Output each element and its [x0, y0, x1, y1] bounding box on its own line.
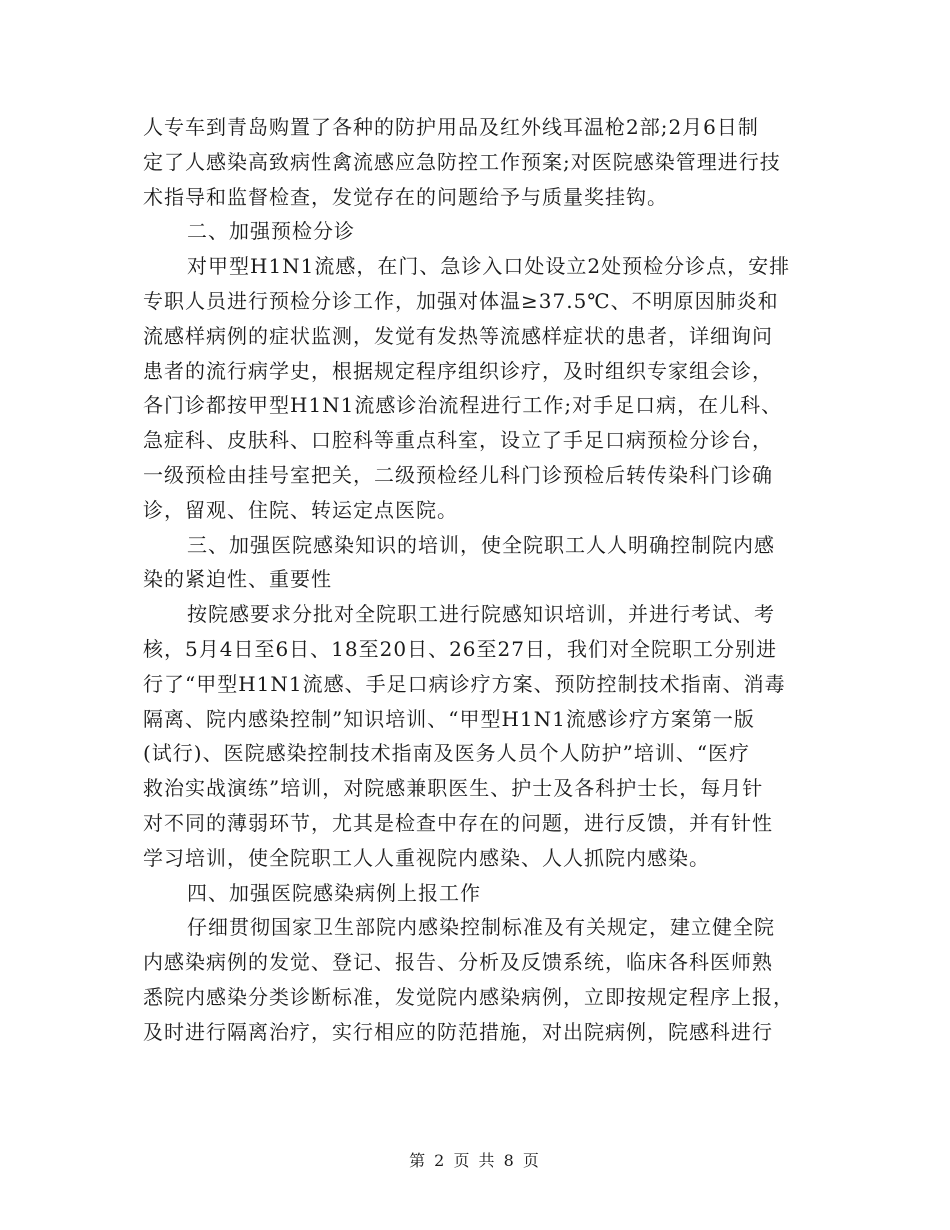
- text-line: 及时进行隔离治疗，实行相应的防范措施，对出院病例，院感科进行: [143, 1019, 773, 1044]
- text-line: 按院感要求分批对全院职工进行院感知识培训，并进行考试、考: [187, 602, 775, 627]
- text-line: 术指导和监督检查，发觉存在的问题给予与质量奖挂钩。: [143, 184, 668, 209]
- text-line: 救治实战演练”培训，对院感兼职医生、护士及各科护士长，每月针: [143, 776, 764, 801]
- text-line: 人专车到青岛购置了各种的防护用品及红外线耳温枪2部;2月6日制: [143, 115, 759, 139]
- text-line: 核，5月4日至6日、18至20日、26至27日，我们对全院职工分别进: [143, 636, 777, 661]
- text-line: 急症科、皮肤科、口腔科等重点科室，设立了手足口病预检分诊台，: [143, 428, 773, 453]
- text-line: 专职人员进行预检分诊工作，加强对体温≥37.5℃、不明原因肺炎和: [143, 288, 779, 313]
- document-body: [143, 110, 813, 1050]
- text-line: 患者的流行病学史，根据规定程序组织诊疗，及时组织专家组会诊，: [143, 358, 773, 383]
- text-line: 流感样病例的症状监测，发觉有发热等流感样症状的患者，详细询问: [143, 323, 773, 348]
- text-line: 对不同的薄弱环节，尤其是检查中存在的问题，进行反馈，并有针性: [143, 810, 773, 835]
- text-line: 学习培训，使全院职工人人重视院内感染、人人抓院内感染。: [143, 845, 710, 870]
- text-line: 仔细贯彻国家卫生部院内感染控制标准及有关规定，建立健全院: [187, 915, 775, 940]
- text-line: 隔离、院内感染控制”知识培训、“甲型H1N1流感诊疗方案第一版: [143, 706, 755, 731]
- text-line: 四、加强医院感染病例上报工作: [187, 880, 481, 905]
- text-line: 对甲型H1N1流感，在门、急诊入口处设立2处预检分诊点，安排: [187, 254, 791, 279]
- text-line: 诊，留观、住院、转运定点医院。: [143, 497, 458, 522]
- text-line: 三、加强医院感染知识的培训，使全院职工人人明确控制院内感: [187, 532, 775, 557]
- text-line: 各门诊都按甲型H1N1流感诊治流程进行工作;对手足口病，在儿科、: [143, 393, 783, 418]
- page-footer: 第 2 页 共 8 页: [409, 1151, 541, 1170]
- text-line: (试行)、医院感染控制技术指南及医务人员个人防护”培训、“医疗: [143, 741, 751, 766]
- text-line: 染的紧迫性、重要性: [143, 567, 332, 592]
- text-line: 行了“甲型H1N1流感、手足口病诊疗方案、预防控制技术指南、消毒: [143, 671, 786, 696]
- text-line: 定了人感染高致病性禽流感应急防控工作预案;对医院感染管理进行技: [143, 149, 781, 174]
- text-line: 一级预检由挂号室把关，二级预检经儿科门诊预检后转传染科门诊确: [143, 462, 773, 487]
- text-line: 悉院内感染分类诊断标准，发觉院内感染病例，立即按规定程序上报，: [143, 984, 794, 1009]
- text-line: 内感染病例的发觉、登记、报告、分析及反馈系统，临床各科医师熟: [143, 950, 773, 975]
- text-line: 二、加强预检分诊: [187, 219, 355, 244]
